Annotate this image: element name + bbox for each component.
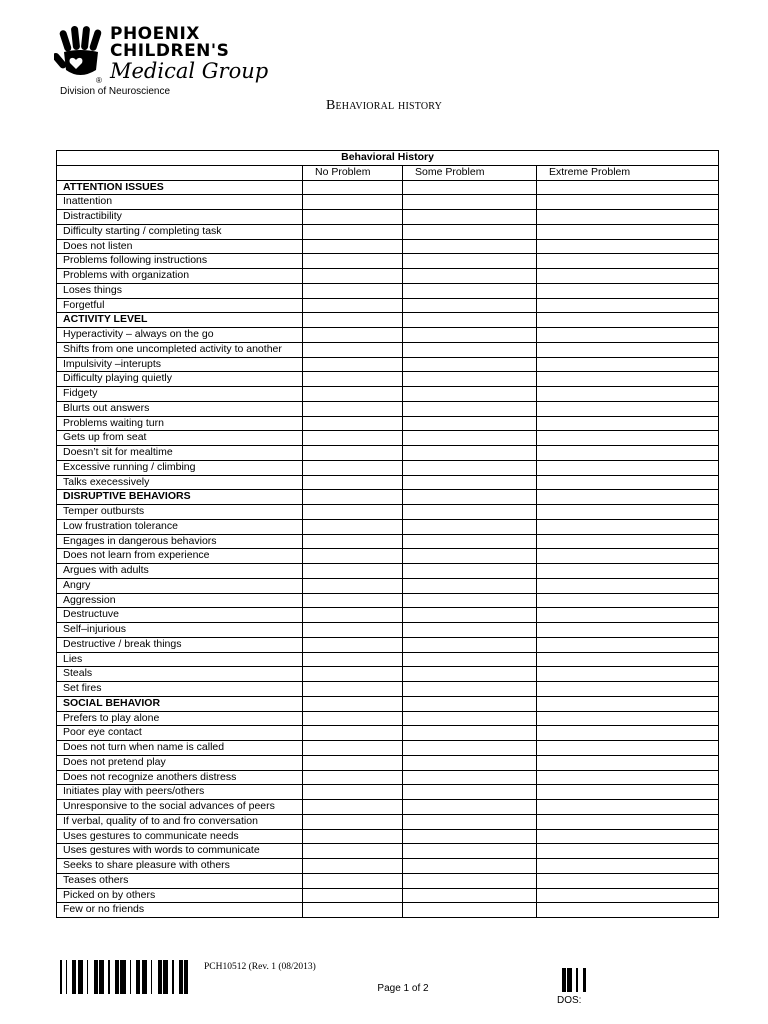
behavior-label: Argues with adults	[57, 564, 303, 579]
rating-cell-extreme-problem[interactable]	[537, 401, 719, 416]
behavior-label: Shifts from one uncompleted activity to another	[57, 342, 303, 357]
rating-cell-no-problem[interactable]	[303, 859, 403, 874]
table-row	[57, 298, 719, 313]
rating-cell-extreme-problem[interactable]	[537, 770, 719, 785]
rating-cell-some-problem[interactable]	[403, 903, 537, 918]
table-row	[57, 416, 719, 431]
behavior-label: Aggression	[57, 593, 303, 608]
behavior-label: Destructive / break things	[57, 637, 303, 652]
rating-cell-no-problem[interactable]	[303, 549, 403, 564]
rating-cell-no-problem[interactable]	[303, 210, 403, 225]
rating-cell-some-problem[interactable]	[403, 460, 537, 475]
rating-cell-no-problem[interactable]	[303, 254, 403, 269]
table-row	[57, 844, 719, 859]
rating-cell-extreme-problem[interactable]	[537, 800, 719, 815]
rating-cell-some-problem[interactable]	[403, 401, 537, 416]
behavior-label: Prefers to play alone	[57, 711, 303, 726]
behavior-label: Teases others	[57, 873, 303, 888]
table-row	[57, 372, 719, 387]
table-row	[57, 446, 719, 461]
form-code: PCH10512 (Rev. 1 (08/2013)	[204, 962, 316, 972]
table-row	[57, 401, 719, 416]
rating-cell-no-problem[interactable]	[303, 608, 403, 623]
division-label: Division of Neuroscience	[60, 86, 171, 97]
logo-wordmark	[110, 26, 268, 82]
rating-cell-no-problem[interactable]	[303, 475, 403, 490]
column-header-some-problem: Some Problem	[403, 165, 537, 180]
rating-cell-extreme-problem[interactable]	[537, 593, 719, 608]
rating-cell-some-problem[interactable]	[403, 844, 537, 859]
rating-cell-some-problem[interactable]	[403, 741, 537, 756]
logo-line-3: Medical Group	[110, 59, 269, 83]
column-header-extreme-problem: Extreme Problem	[537, 165, 719, 180]
rating-cell-no-problem[interactable]	[303, 578, 403, 593]
rating-cell-extreme-problem[interactable]	[537, 239, 719, 254]
rating-cell-extreme-problem[interactable]	[537, 549, 719, 564]
rating-cell-no-problem[interactable]	[303, 829, 403, 844]
table-row	[57, 755, 719, 770]
rating-cell-extreme-problem[interactable]	[537, 357, 719, 372]
rating-cell-extreme-problem[interactable]	[537, 283, 719, 298]
rating-cell-extreme-problem[interactable]	[537, 313, 719, 328]
table-row	[57, 549, 719, 564]
table-row	[57, 328, 719, 343]
behavior-label: Uses gestures to communicate needs	[57, 829, 303, 844]
behavior-label: Picked on by others	[57, 888, 303, 903]
rating-cell-no-problem[interactable]	[303, 741, 403, 756]
behavior-label: Difficulty starting / completing task	[57, 224, 303, 239]
rating-cell-some-problem[interactable]	[403, 623, 537, 638]
rating-cell-extreme-problem[interactable]	[537, 180, 719, 195]
rating-cell-some-problem[interactable]	[403, 342, 537, 357]
table-row	[57, 800, 719, 815]
rating-cell-no-problem[interactable]	[303, 431, 403, 446]
section-label: SOCIAL BEHAVIOR	[57, 696, 303, 711]
table-row	[57, 785, 719, 800]
rating-cell-extreme-problem[interactable]	[537, 903, 719, 918]
rating-cell-some-problem[interactable]	[403, 682, 537, 697]
table-row	[57, 283, 719, 298]
registered-mark: ®	[96, 76, 102, 85]
rating-cell-some-problem[interactable]	[403, 711, 537, 726]
rating-cell-extreme-problem[interactable]	[537, 342, 719, 357]
behavior-label: Talks execessively	[57, 475, 303, 490]
rating-cell-extreme-problem[interactable]	[537, 195, 719, 210]
rating-cell-extreme-problem[interactable]	[537, 726, 719, 741]
rating-cell-no-problem[interactable]	[303, 328, 403, 343]
table-row	[57, 593, 719, 608]
rating-cell-extreme-problem[interactable]	[537, 534, 719, 549]
rating-cell-some-problem[interactable]	[403, 195, 537, 210]
rating-cell-extreme-problem[interactable]	[537, 637, 719, 652]
behavior-label: Angry	[57, 578, 303, 593]
rating-cell-extreme-problem[interactable]	[537, 696, 719, 711]
rating-cell-extreme-problem[interactable]	[537, 859, 719, 874]
table-title: Behavioral History	[57, 151, 719, 166]
rating-cell-extreme-problem[interactable]	[537, 475, 719, 490]
table-row	[57, 859, 719, 874]
rating-cell-some-problem[interactable]	[403, 416, 537, 431]
behavior-label: Poor eye contact	[57, 726, 303, 741]
rating-cell-some-problem[interactable]	[403, 387, 537, 402]
rating-cell-extreme-problem[interactable]	[537, 741, 719, 756]
rating-cell-no-problem[interactable]	[303, 726, 403, 741]
rating-cell-no-problem[interactable]	[303, 460, 403, 475]
rating-cell-no-problem[interactable]	[303, 283, 403, 298]
rating-cell-some-problem[interactable]	[403, 785, 537, 800]
rating-cell-extreme-problem[interactable]	[537, 829, 719, 844]
behavior-label: Does not listen	[57, 239, 303, 254]
rating-cell-some-problem[interactable]	[403, 652, 537, 667]
small-barcode	[560, 968, 586, 992]
section-header-row	[57, 180, 719, 195]
behavior-label: Initiates play with peers/others	[57, 785, 303, 800]
rating-cell-some-problem[interactable]	[403, 637, 537, 652]
behavior-label: Loses things	[57, 283, 303, 298]
column-header-no-problem: No Problem	[303, 165, 403, 180]
rating-cell-extreme-problem[interactable]	[537, 667, 719, 682]
table-row	[57, 475, 719, 490]
rating-cell-extreme-problem[interactable]	[537, 224, 719, 239]
table-row	[57, 239, 719, 254]
rating-cell-some-problem[interactable]	[403, 283, 537, 298]
table-row	[57, 903, 719, 918]
rating-cell-extreme-problem[interactable]	[537, 210, 719, 225]
rating-cell-extreme-problem[interactable]	[537, 298, 719, 313]
rating-cell-some-problem[interactable]	[403, 667, 537, 682]
rating-cell-extreme-problem[interactable]	[537, 519, 719, 534]
behavior-label: Excessive running / climbing	[57, 460, 303, 475]
rating-cell-no-problem[interactable]	[303, 446, 403, 461]
rating-cell-no-problem[interactable]	[303, 755, 403, 770]
table-row	[57, 829, 719, 844]
rating-cell-some-problem[interactable]	[403, 446, 537, 461]
rating-cell-no-problem[interactable]	[303, 770, 403, 785]
table-row	[57, 608, 719, 623]
table-row	[57, 224, 719, 239]
rating-cell-some-problem[interactable]	[403, 608, 537, 623]
rating-cell-no-problem[interactable]	[303, 696, 403, 711]
table-row	[57, 387, 719, 402]
rating-cell-no-problem[interactable]	[303, 593, 403, 608]
behavior-label: If verbal, quality of to and fro conversation	[57, 814, 303, 829]
rating-cell-some-problem[interactable]	[403, 770, 537, 785]
behavior-label: Doesn’t sit for mealtime	[57, 446, 303, 461]
rating-cell-extreme-problem[interactable]	[537, 682, 719, 697]
rating-cell-no-problem[interactable]	[303, 342, 403, 357]
rating-cell-some-problem[interactable]	[403, 564, 537, 579]
rating-cell-some-problem[interactable]	[403, 800, 537, 815]
rating-cell-no-problem[interactable]	[303, 667, 403, 682]
table-row	[57, 564, 719, 579]
table-row	[57, 814, 719, 829]
rating-cell-some-problem[interactable]	[403, 593, 537, 608]
table-row	[57, 578, 719, 593]
rating-cell-extreme-problem[interactable]	[537, 652, 719, 667]
rating-cell-some-problem[interactable]	[403, 859, 537, 874]
rating-cell-no-problem[interactable]	[303, 416, 403, 431]
behavior-label: Does not turn when name is called	[57, 741, 303, 756]
rating-cell-no-problem[interactable]	[303, 372, 403, 387]
rating-cell-no-problem[interactable]	[303, 814, 403, 829]
rating-cell-no-problem[interactable]	[303, 313, 403, 328]
behavioral-history-table-container	[56, 150, 718, 918]
table-row	[57, 637, 719, 652]
rating-cell-some-problem[interactable]	[403, 505, 537, 520]
rating-cell-some-problem[interactable]	[403, 372, 537, 387]
table-row	[57, 873, 719, 888]
header-blank-cell	[57, 165, 303, 180]
table-row	[57, 269, 719, 284]
behavior-label: Self–injurious	[57, 623, 303, 638]
table-row	[57, 623, 719, 638]
behavior-label: Inattention	[57, 195, 303, 210]
section-header-row	[57, 313, 719, 328]
section-header-row	[57, 696, 719, 711]
rating-cell-no-problem[interactable]	[303, 903, 403, 918]
rating-cell-no-problem[interactable]	[303, 298, 403, 313]
table-row	[57, 888, 719, 903]
rating-cell-some-problem[interactable]	[403, 873, 537, 888]
rating-cell-extreme-problem[interactable]	[537, 608, 719, 623]
rating-cell-extreme-problem[interactable]	[537, 844, 719, 859]
rating-cell-no-problem[interactable]	[303, 269, 403, 284]
document-title: Behavioral history	[325, 98, 443, 113]
rating-cell-some-problem[interactable]	[403, 239, 537, 254]
table-row	[57, 652, 719, 667]
behavior-label: Does not learn from experience	[57, 549, 303, 564]
behavior-label: Problems waiting turn	[57, 416, 303, 431]
rating-cell-no-problem[interactable]	[303, 873, 403, 888]
rating-cell-no-problem[interactable]	[303, 490, 403, 505]
table-row	[57, 342, 719, 357]
rating-cell-some-problem[interactable]	[403, 224, 537, 239]
rating-cell-some-problem[interactable]	[403, 210, 537, 225]
behavior-label: Lies	[57, 652, 303, 667]
rating-cell-no-problem[interactable]	[303, 800, 403, 815]
behavior-label: Steals	[57, 667, 303, 682]
table-row	[57, 682, 719, 697]
rating-cell-extreme-problem[interactable]	[537, 505, 719, 520]
table-body	[57, 180, 719, 918]
rating-cell-some-problem[interactable]	[403, 254, 537, 269]
rating-cell-no-problem[interactable]	[303, 652, 403, 667]
behavior-label: Does not pretend play	[57, 755, 303, 770]
rating-cell-some-problem[interactable]	[403, 888, 537, 903]
table-row	[57, 195, 719, 210]
rating-cell-extreme-problem[interactable]	[537, 564, 719, 579]
rating-cell-no-problem[interactable]	[303, 401, 403, 416]
behavior-label: Blurts out answers	[57, 401, 303, 416]
behavior-label: Forgetful	[57, 298, 303, 313]
rating-cell-some-problem[interactable]	[403, 534, 537, 549]
rating-cell-some-problem[interactable]	[403, 726, 537, 741]
section-label: ATTENTION ISSUES	[57, 180, 303, 195]
rating-cell-no-problem[interactable]	[303, 195, 403, 210]
behavior-label: Problems with organization	[57, 269, 303, 284]
rating-cell-no-problem[interactable]	[303, 180, 403, 195]
rating-cell-some-problem[interactable]	[403, 475, 537, 490]
rating-cell-no-problem[interactable]	[303, 888, 403, 903]
rating-cell-extreme-problem[interactable]	[537, 578, 719, 593]
behavior-label: Uses gestures with words to communicate	[57, 844, 303, 859]
table-row	[57, 431, 719, 446]
rating-cell-no-problem[interactable]	[303, 844, 403, 859]
table-row	[57, 357, 719, 372]
table-row	[57, 667, 719, 682]
rating-cell-extreme-problem[interactable]	[537, 490, 719, 505]
rating-cell-extreme-problem[interactable]	[537, 387, 719, 402]
table-row	[57, 741, 719, 756]
rating-cell-extreme-problem[interactable]	[537, 328, 719, 343]
behavior-label: Difficulty playing quietly	[57, 372, 303, 387]
behavior-label: Impulsivity –interupts	[57, 357, 303, 372]
section-label: DISRUPTIVE BEHAVIORS	[57, 490, 303, 505]
table-row	[57, 460, 719, 475]
table-row	[57, 534, 719, 549]
rating-cell-no-problem[interactable]	[303, 682, 403, 697]
rating-cell-extreme-problem[interactable]	[537, 460, 719, 475]
rating-cell-extreme-problem[interactable]	[537, 711, 719, 726]
rating-cell-no-problem[interactable]	[303, 519, 403, 534]
behavioral-history-table	[56, 150, 719, 918]
rating-cell-some-problem[interactable]	[403, 431, 537, 446]
behavior-label: Few or no friends	[57, 903, 303, 918]
rating-cell-no-problem[interactable]	[303, 785, 403, 800]
section-header-row	[57, 490, 719, 505]
rating-cell-extreme-problem[interactable]	[537, 814, 719, 829]
behavior-label: Destructuve	[57, 608, 303, 623]
rating-cell-extreme-problem[interactable]	[537, 785, 719, 800]
behavior-label: Does not recognize anothers distress	[57, 770, 303, 785]
rating-cell-some-problem[interactable]	[403, 519, 537, 534]
rating-cell-no-problem[interactable]	[303, 534, 403, 549]
table-row	[57, 519, 719, 534]
behavior-label: Seeks to share pleasure with others	[57, 859, 303, 874]
behavior-label: Distractibility	[57, 210, 303, 225]
rating-cell-extreme-problem[interactable]	[537, 873, 719, 888]
rating-cell-no-problem[interactable]	[303, 711, 403, 726]
table-row	[57, 210, 719, 225]
behavior-label: Gets up from seat	[57, 431, 303, 446]
rating-cell-no-problem[interactable]	[303, 505, 403, 520]
rating-cell-some-problem[interactable]	[403, 298, 537, 313]
rating-cell-no-problem[interactable]	[303, 239, 403, 254]
rating-cell-no-problem[interactable]	[303, 637, 403, 652]
table-row	[57, 711, 719, 726]
behavior-label: Low frustration tolerance	[57, 519, 303, 534]
rating-cell-some-problem[interactable]	[403, 755, 537, 770]
behavior-label: Engages in dangerous behaviors	[57, 534, 303, 549]
rating-cell-no-problem[interactable]	[303, 387, 403, 402]
rating-cell-extreme-problem[interactable]	[537, 269, 719, 284]
rating-cell-some-problem[interactable]	[403, 490, 537, 505]
rating-cell-some-problem[interactable]	[403, 357, 537, 372]
section-label: ACTIVITY LEVEL	[57, 313, 303, 328]
rating-cell-no-problem[interactable]	[303, 357, 403, 372]
rating-cell-some-problem[interactable]	[403, 269, 537, 284]
rating-cell-some-problem[interactable]	[403, 578, 537, 593]
rating-cell-extreme-problem[interactable]	[537, 888, 719, 903]
rating-cell-some-problem[interactable]	[403, 328, 537, 343]
table-row	[57, 726, 719, 741]
behavior-label: Set fires	[57, 682, 303, 697]
behavior-label: Temper outbursts	[57, 505, 303, 520]
logo-line-1: PHOENIX	[110, 24, 200, 44]
rating-cell-extreme-problem[interactable]	[537, 446, 719, 461]
rating-cell-no-problem[interactable]	[303, 623, 403, 638]
rating-cell-some-problem[interactable]	[403, 696, 537, 711]
rating-cell-some-problem[interactable]	[403, 180, 537, 195]
rating-cell-extreme-problem[interactable]	[537, 623, 719, 638]
rating-cell-some-problem[interactable]	[403, 829, 537, 844]
behavior-label: Hyperactivity – always on the go	[57, 328, 303, 343]
page-number: Page 1 of 2	[377, 983, 429, 994]
rating-cell-extreme-problem[interactable]	[537, 416, 719, 431]
table-row	[57, 505, 719, 520]
behavior-label: Fidgety	[57, 387, 303, 402]
rating-cell-no-problem[interactable]	[303, 224, 403, 239]
rating-cell-extreme-problem[interactable]	[537, 755, 719, 770]
behavior-label: Unresponsive to the social advances of peers	[57, 800, 303, 815]
table-row	[57, 770, 719, 785]
rating-cell-extreme-problem[interactable]	[537, 431, 719, 446]
rating-cell-some-problem[interactable]	[403, 814, 537, 829]
logo-line-2: CHILDREN'S	[110, 41, 230, 61]
rating-cell-some-problem[interactable]	[403, 549, 537, 564]
dos-label: DOS:	[557, 995, 582, 1006]
rating-cell-some-problem[interactable]	[403, 313, 537, 328]
rating-cell-no-problem[interactable]	[303, 564, 403, 579]
behavior-label: Problems following instructions	[57, 254, 303, 269]
table-row	[57, 254, 719, 269]
rating-cell-extreme-problem[interactable]	[537, 254, 719, 269]
rating-cell-extreme-problem[interactable]	[537, 372, 719, 387]
